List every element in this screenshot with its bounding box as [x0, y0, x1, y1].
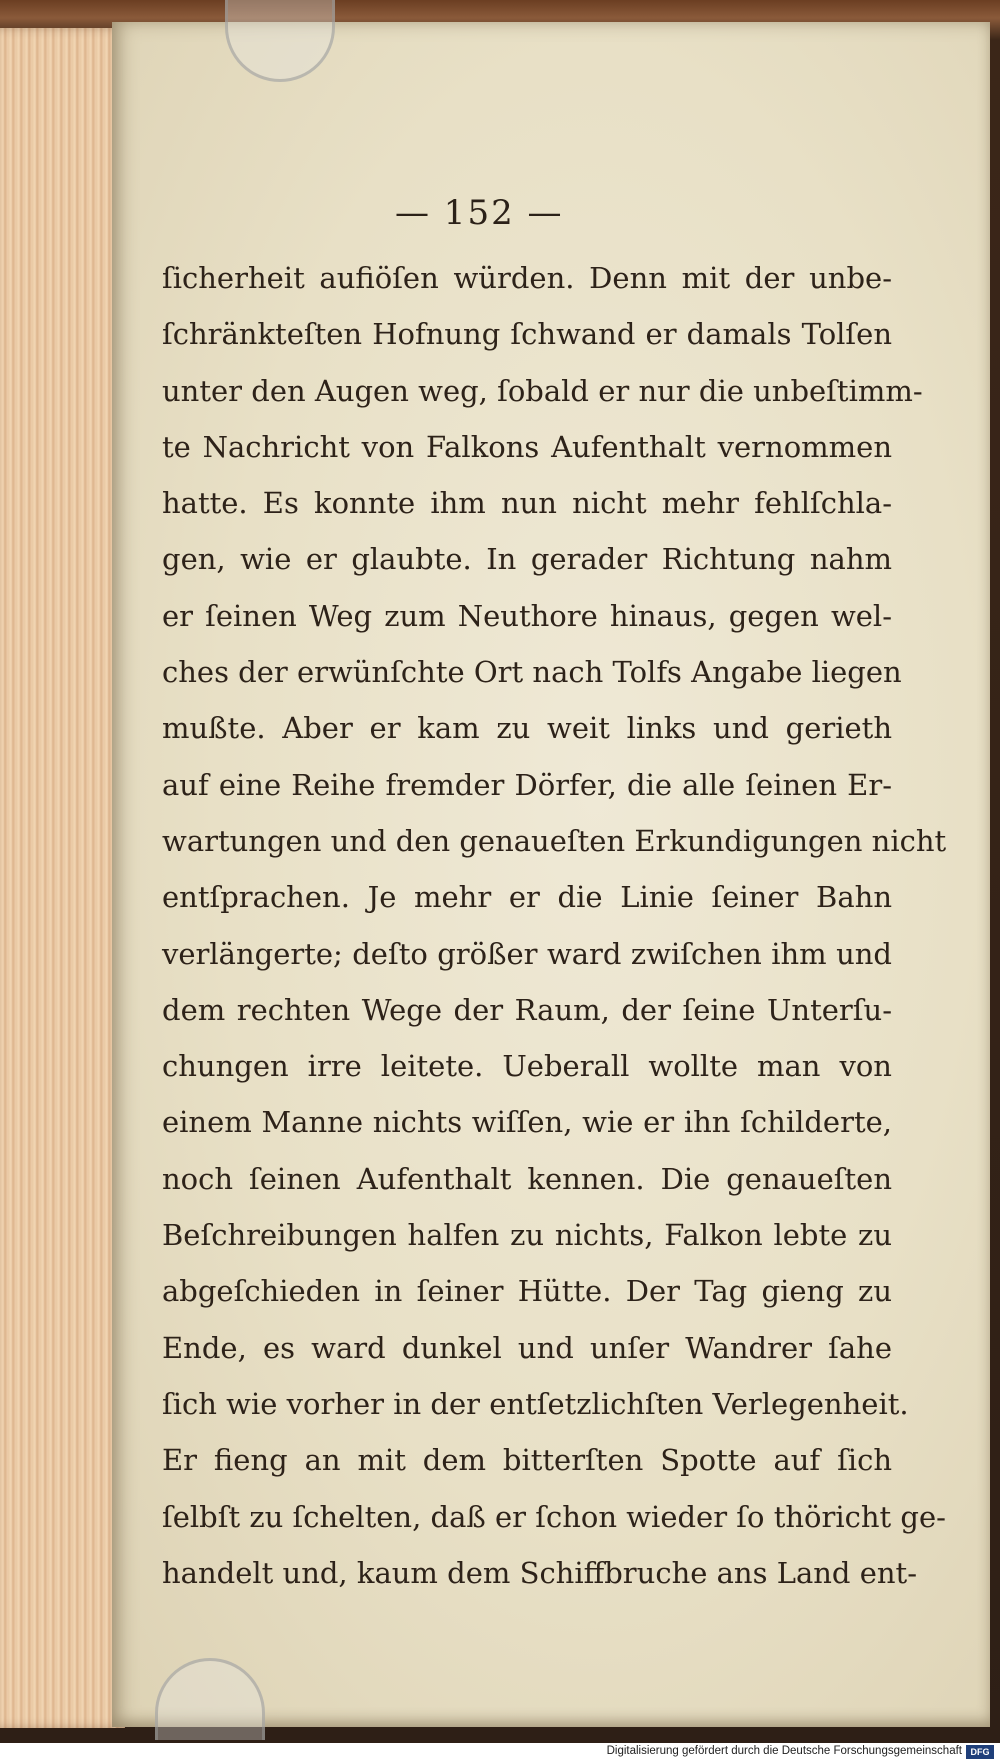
text-line: einem Manne nichts wiſſen, wie er ihn ſchilderte,	[162, 1105, 892, 1140]
text-line: ſelbſt zu ſchelten, daß er ſchon wieder ſo thöricht ge-	[162, 1499, 946, 1534]
text-line: Ende, es ward dunkel und unſer Wandrer ſahe	[162, 1330, 892, 1365]
digitization-credit: Digitalisierung gefördert durch die Deutsche Forschungsgemeinschaft	[606, 1745, 962, 1757]
page-edges	[0, 28, 125, 1728]
text-line: er ſeinen Weg zum Neuthore hinaus, gegen wel-	[162, 598, 892, 633]
text-line: Beſchreibungen halfen zu nichts, Falkon lebte zu	[162, 1218, 892, 1253]
text-line: dem rechten Wege der Raum, der ſeine Unterſu-	[162, 992, 892, 1027]
dfg-logo: DFG	[966, 1745, 994, 1759]
page-number: — 152 —	[395, 193, 564, 233]
text-line: ſicherheit aufiöſen würden. Denn mit der unbe-	[162, 261, 892, 295]
text-line: abgeſchieden in ſeiner Hütte. Der Tag gieng zu	[162, 1274, 892, 1309]
text-line: Er fieng an mit dem bitterſten Spotte auf ſich	[162, 1443, 892, 1478]
text-line: verlängerte; deſto größer ward zwiſchen ihm und	[162, 936, 892, 971]
text-line: mußte. Aber er kam zu weit links und gerieth	[162, 711, 892, 746]
text-line: ſich wie vorher in der entſetzlichſten Verlegenheit.	[162, 1386, 909, 1421]
text-line: chungen irre leitete. Ueberall wollte man von	[162, 1049, 892, 1084]
text-line: entſprachen. Je mehr er die Linie ſeiner Bahn	[162, 880, 892, 915]
text-line: unter den Augen weg, ſobald er nur die unbeſtimm-	[162, 373, 923, 408]
text-line: handelt und, kaum dem Schiffbruche ans Land ent-	[162, 1555, 918, 1590]
text-line: wartungen und den genaueſten Erkundigungen nicht	[162, 823, 947, 858]
text-line: te Nachricht von Falkons Aufenthalt vernommen	[162, 429, 892, 464]
text-line: ches der erwünſchte Ort nach Tolfs Angabe liegen	[162, 655, 902, 690]
text-line: hatte. Es konnte ihm nun nicht mehr fehlſchla-	[162, 486, 892, 521]
text-line: ſchränkteſten Hofnung ſchwand er damals Tolſen	[162, 317, 892, 352]
text-line: auf eine Reihe fremder Dörfer, die alle ſeinen Er-	[162, 767, 892, 802]
body-text	[162, 250, 947, 1601]
text-line: noch ſeinen Aufenthalt kennen. Die genaueſten	[162, 1161, 892, 1196]
text-line: gen, wie er glaubte. In gerader Richtung nahm	[162, 542, 892, 577]
